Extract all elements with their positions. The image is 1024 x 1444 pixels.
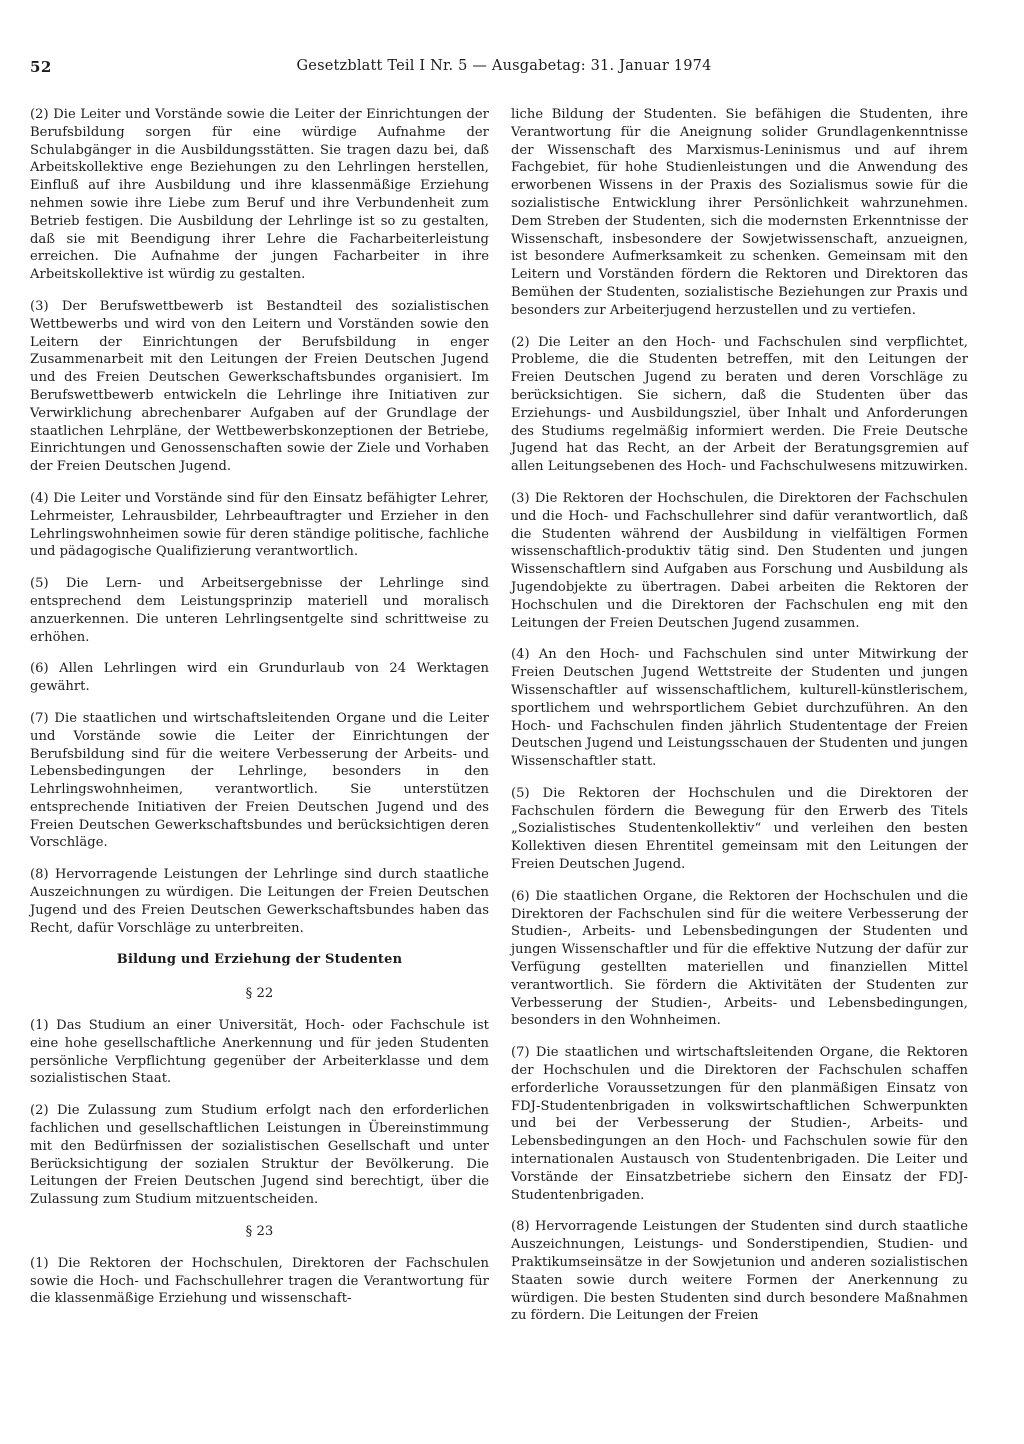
paragraph: liche Bildung der Studenten. Sie befähigen die Studenten, ihre Verantwortung für die Aneignung solider Grundlagenkenntnisse der Wissenschaft des Marxismus-Leninismus und auf ihrem Fachgebiet, für hohe Studienleistungen und die Anwendung des erworbenen Wissens in der Praxis des Sozialismus sowie für die sozialistische Entwicklung ihrer Persönlichkeit wahrzunehmen. Dem Streben der Studenten, sich die modernsten Erkenntnisse der Wissenschaft, insbesondere der Sowjetwissenschaft, anzueignen, ist besondere Aufmerksamkeit zu schenken. Gemeinsam mit den Leitern und Vorständen fördern die Rektoren und Direktoren das Bemühen der Studenten, sozialistische Beziehungen zur Praxis und besonders zur Arbeiterjugend herzustellen und zu vertiefen. bbox=[511, 107, 968, 318]
paragraph-sign-23: § 23 bbox=[245, 1224, 274, 1240]
section-heading: Bildung und Erziehung der Studenten bbox=[116, 952, 403, 968]
paragraph: (6) Allen Lehrlingen wird ein Grundurlaub von 24 Werktagen gewährt. bbox=[30, 661, 489, 695]
page-header bbox=[30, 58, 978, 80]
paragraph: (1) Das Studium an einer Universität, Hoch- oder Fachschule ist eine hohe gesellschaftliche Anerkennung und für jeden Studenten persönliche Verpflichtung gegenüber der Arbeiterklasse und dem sozialistischen Staat. bbox=[30, 1018, 489, 1087]
paragraph: (4) Die Leiter und Vorstände sind für den Einsatz befähigter Lehrer, Lehrmeister, Lehrausbilder, Lehrbeauftragter und Erzieher in den Lehrlingswohnheimen sowie für deren ständige politische, fachliche und pädagogische Qualifizierung verantwortlich. bbox=[30, 490, 489, 560]
paragraph: (5) Die Lern- und Arbeitsergebnisse der Lehrlinge sind entsprechend dem Leistungsprinzip materiell und moralisch anzuerkennen. Die unteren Lehrlingsentgelte sind schrittweise zu erhöhen. bbox=[30, 576, 489, 645]
paragraph: (2) Die Zulassung zum Studium erfolgt nach den erforderlichen fachlichen und gesellschaftlichen Leistungen in Übereinstimmung mit den Bedürfnissen der sozialistischen Gesellschaft und unter Berücksichtigung der sozialen Struktur der Bevölkerung. Die Leitungen der Freien Deutschen Jugend sind berechtigt, über die Zulassung zum Studium mitzuentscheiden. bbox=[30, 1103, 489, 1208]
paragraph: (3) Die Rektoren der Hochschulen, die Direktoren der Fachschulen und die Hoch- und Fachschullehrer sind dafür verantwortlich, daß die Studenten während der Ausbildung in vielfältigen Formen wissenschaftlich-produktiv tätig sind. Den Studenten und jungen Wissenschaftlern sind Aufgaben aus Forschung und Ausbildung als Jugendobjekte zu übertragen. Dabei arbeiten die Rektoren der Hochschulen und die Direktoren der Fachschulen eng mit den Leitungen der Freien Deutschen Jugend zusammen. bbox=[511, 490, 968, 631]
paragraph: (6) Die staatlichen Organe, die Rektoren der Hochschulen und die Direktoren der Fachschulen sind für die weitere Verbesserung der Studien-, Arbeits- und Lebensbedingungen der Studenten und jungen Wissenschaftler und für die effektive Nutzung der dafür zur Verfügung gestellten materiellen und finanziellen Mittel verantwortlich. Sie fördern die Aktivitäten der Studenten zur Verbesserung der Studien-, Arbeits- und Lebensbedingungen, besonders in den Wohnheimen. bbox=[511, 888, 968, 1029]
left-column bbox=[30, 106, 489, 1322]
paragraph: (8) Hervorragende Leistungen der Studenten sind durch staatliche Auszeichnungen, Leistungs- und Sonderstipendien, Studien- und Praktikumseinsätze in der Sowjetunion und anderen sozialistischen Staaten sowie durch weitere Formen der Anerkennung zu würdigen. Die besten Studenten sind durch besondere Maßnahmen zu fördern. Die Leitungen der Freien bbox=[511, 1219, 968, 1324]
paragraph: (7) Die staatlichen und wirtschaftsleitenden Organe und die Leiter und Vorstände sowie die Leiter der Einrichtungen der Berufsbildung sind für die weitere Verbesserung der Arbeits- und Lebensbedingungen der Lehrlinge, besonders in den Lehrlingswohnheimen, verantwortlich. Sie unterstützen entsprechende Initiativen der Freien Deutschen Jugend und des Freien Deutschen Gewerkschaftsbundes und berücksichtigen deren Vorschläge. bbox=[30, 710, 489, 851]
paragraph: (4) An den Hoch- und Fachschulen sind unter Mitwirkung der Freien Deutschen Jugend Wettstreite der Studenten und jungen Wissenschaftler auf wissenschaftlichem, kulturell-künstlerischem, sportlichem und wehrsportlichem Gebiet durchzuführen. An den Hoch- und Fachschulen finden jährlich Studententage der Freien Deutschen Jugend und Leistungsschauen der Studenten und jungen Wissenschaftler statt. bbox=[511, 647, 968, 770]
paragraph: (2) Die Leiter und Vorstände sowie die Leiter der Einrichtungen der Berufsbildung sorgen für eine würdige Aufnahme der Schulabgänger in die Ausbildungsstätten. Sie tragen dazu bei, daß Arbeitskollektive enge Beziehungen zu den Lehrlingen herstellen, Einfluß auf ihre Ausbildung und ihre klassenmäßige Erziehung nehmen sowie ihre Liebe zum Beruf und ihre Verbundenheit zum Betrieb festigen. Die Ausbildung der Lehrlinge ist so zu gestalten, daß sie mit Beendigung ihrer Lehre die Facharbeiterleistung erreichen. Die Aufnahme der jungen Facharbeiter in ihre Arbeitskollektive ist würdig zu gestalten. bbox=[30, 107, 489, 283]
right-column bbox=[511, 106, 968, 1339]
page-number: 52 bbox=[30, 58, 52, 76]
paragraph: (2) Die Leiter an den Hoch- und Fachschulen sind verpflichtet, Probleme, die die Studenten betreffen, mit den Leitungen der Freien Deutschen Jugend zu beraten und deren Vorschläge zu berücksichtigen. Sie sichern, daß die Studenten über das Erziehungs- und Ausbildungsziel, über Inhalt und Anforderungen des Studiums regelmäßig informiert werden. Die Freie Deutsche Jugend hat das Recht, an der Arbeit der Beratungsgremien auf allen Leitungsebenen des Hoch- und Fachschulwesens mitzuwirken. bbox=[511, 334, 969, 475]
paragraph: (1) Die Rektoren der Hochschulen, Direktoren der Fachschulen sowie die Hoch- und Fachschullehrer tragen die Verantwortung für die klassenmäßige Erziehung und wissenschaft- bbox=[30, 1255, 489, 1307]
paragraph: (8) Hervorragende Leistungen der Lehrlinge sind durch staatliche Auszeichnungen zu würdigen. Die Leitungen der Freien Deutschen Jugend und des Freien Deutschen Gewerkschaftsbundes haben das Recht, dafür Vorschläge zu unterbreiten. bbox=[30, 867, 489, 936]
paragraph: (7) Die staatlichen und wirtschaftsleitenden Organe, die Rektoren der Hochschulen und die Direktoren der Fachschulen schaffen erforderliche Voraussetzungen für den planmäßigen Einsatz von FDJ-Studentenbrigaden in volkswirtschaftlichen Schwerpunkten und bei der Verbesserung der Studien-, Arbeits- und Lebensbedingungen an den Hoch- und Fachschulen sowie für den internationalen Austausch von Studentenbrigaden. Die Leiter und Vorstände der Einsatzbetriebe sichern den Einsatz der FDJ-Studentenbrigaden. bbox=[511, 1045, 968, 1203]
paragraph: (3) Der Berufswettbewerb ist Bestandteil des sozialistischen Wettbewerbs und wird von den Leitern und Vorständen sowie den Leitern der Einrichtungen der Berufsbildung in enger Zusammenarbeit mit den Leitungen der Freien Deutschen Jugend und des Freien Deutschen Gewerkschaftsbundes organisiert. Im Berufswettbewerb entwickeln die Lehrlinge ihre Initiativen zur Verwirklichung abrechenbarer Aufgaben auf der Grundlage der staatlichen Lehrpläne, der Wettbewerbskonzeptionen der Betriebe, Einrichtungen und Genossenschaften sowie der Ziele und Vorhaben der Freien Deutschen Jugend. bbox=[30, 298, 489, 475]
paragraph: (5) Die Rektoren der Hochschulen und die Direktoren der Fachschulen fördern die Bewegung für den Erwerb des Titels „Sozialistisches Studentenkollektiv“ und verleihen den besten Kollektiven diesen Ehrentitel gemeinsam mit den Leitungen der Freien Deutschen Jugend. bbox=[511, 785, 968, 873]
running-head: Gesetzblatt Teil I Nr. 5 — Ausgabetag: 31. Januar 1974 bbox=[296, 58, 712, 74]
paragraph-sign-22: § 22 bbox=[245, 986, 274, 1002]
